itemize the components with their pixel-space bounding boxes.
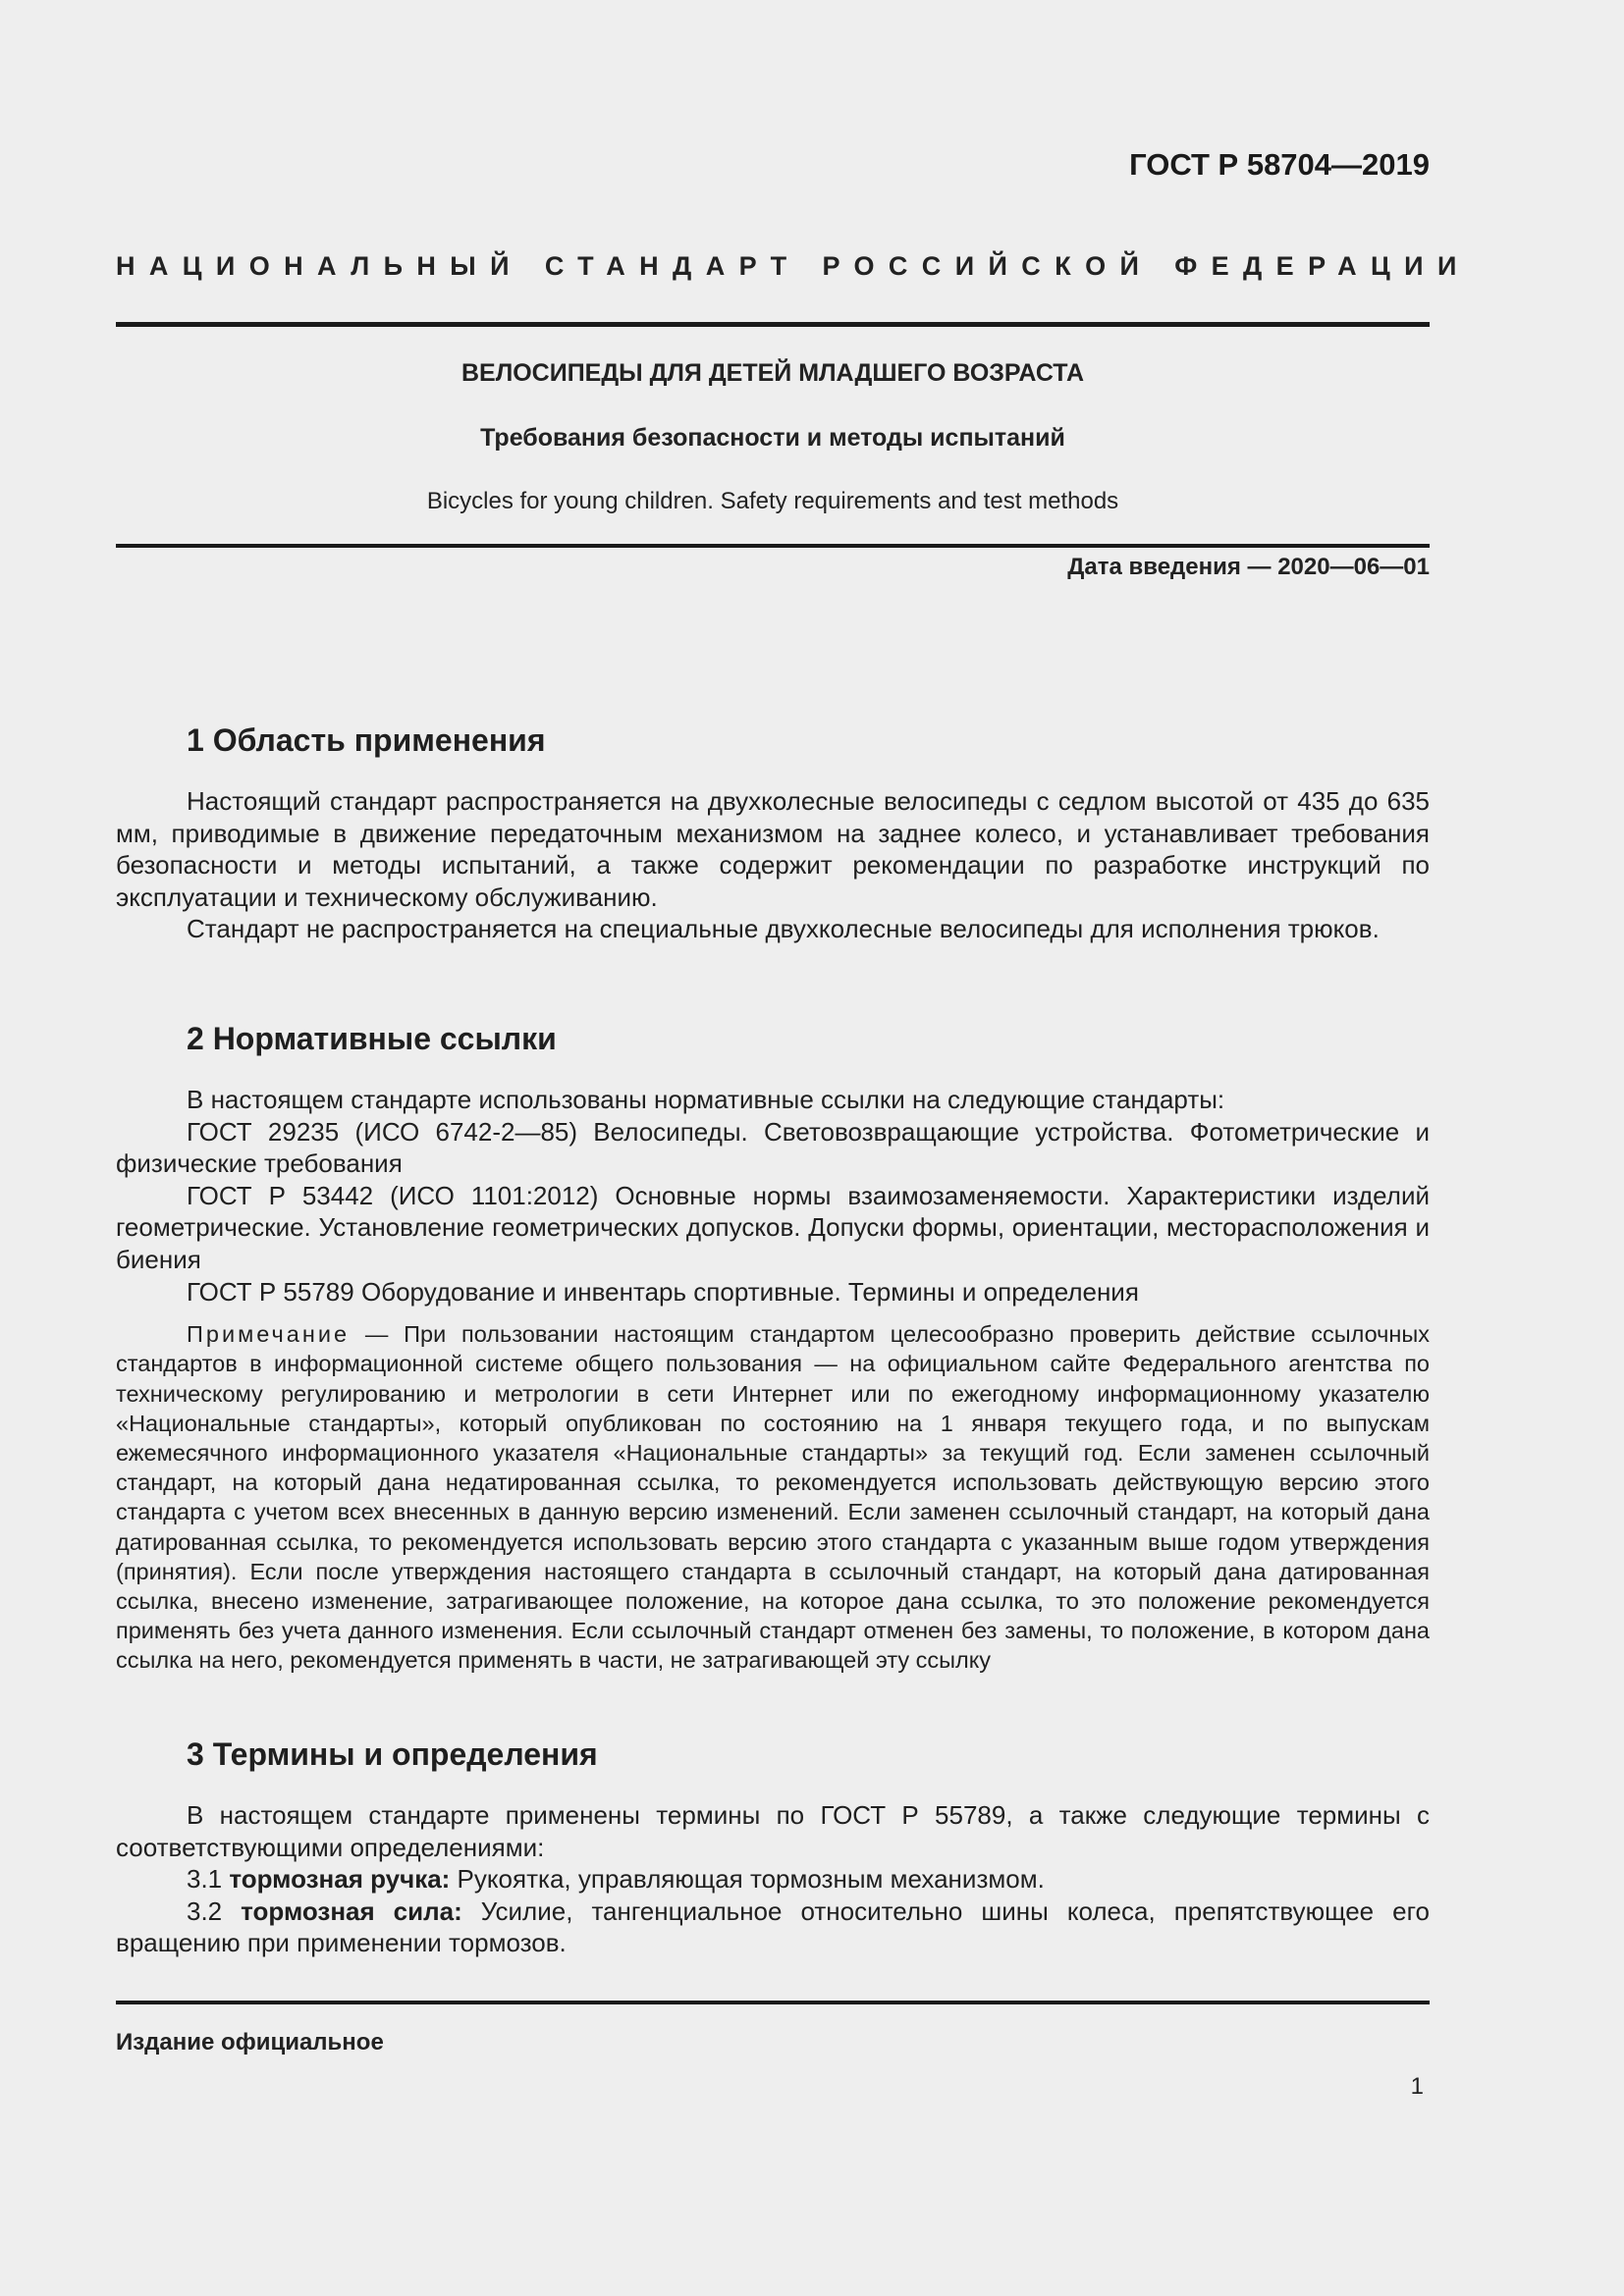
reference-item: ГОСТ Р 55789 Оборудование и инвентарь спортивные. Термины и определения — [187, 1276, 1139, 1307]
term-name: тормозная ручка: — [229, 1864, 451, 1895]
document-title: ВЕЛОСИПЕДЫ ДЛЯ ДЕТЕЙ МЛАДШЕГО ВОЗРАСТА — [460, 359, 1085, 387]
header-rule-bottom — [116, 544, 1430, 548]
national-standard-banner: НАЦИОНАЛЬНЫЙ СТАНДАРТ РОССИЙСКОЙ ФЕДЕРАЦИИ — [116, 251, 1471, 281]
term-text: Рукоятка, управляющая тормозным механизмом. — [450, 1864, 1045, 1895]
paragraph: Настоящий стандарт распространяется на двухколесные велосипеды с седлом высотой от 435 до 635 мм, приводимые в движение передаточным механизмом на заднее колесо, и устанавливает требования безопасности и методы испытаний, а также содержит рекомендации по разработке инструкций по эксплуатации и техническому обслуживанию. — [116, 786, 1430, 912]
page-number: 1 — [1410, 2073, 1424, 2100]
header-rule-top — [116, 322, 1430, 327]
standard-code: ГОСТ Р 58704—2019 — [1129, 147, 1430, 182]
paragraph: В настоящем стандарте применены термины по ГОСТ Р 55789, а также следующие термины с соответствующими определениями: — [116, 1800, 1430, 1862]
section-heading: 3 Термины и определения — [187, 1736, 598, 1772]
section-terms-definitions — [116, 1735, 1430, 1959]
section-scope — [116, 721, 1430, 945]
introduction-date: Дата введения — 2020—06—01 — [1067, 554, 1430, 580]
note-text: — При пользовании настоящим стандартом целесообразно проверить действие ссылочных стандартов в информационной системе общего пользования — на официальном сайте Федерального агентства по техническому регулированию и метрологии в сети Интернет или по ежегодному информационному указателю «Национальные стандарты», который опубликован по состоянию на 1 января текущего года, и по выпускам ежемесячного информационного указателя «Национальные стандарты» за текущий год. Если заменен ссылочный стандарт, на который дана недатированная ссылка, то рекомендуется использовать действующую версию этого стандарта с учетом всех внесенных в данную версию изменений. Если заменен ссылочный стандарт, на который дана датированная ссылка, то рекомендуется использовать версию этого стандарта с указанным выше годом утверждения (принятия). Если после утверждения настоящего стандарта в ссылочный стандарт, на который дана датированная ссылка, внесено изменение, затрагивающее положение, на которое дана ссылка, то это положение рекомендуется применять без учета данного изменения. Если ссылочный стандарт отменен без замены, то положение, в котором дана ссылка на него, рекомендуется применять в части, не затрагивающей эту ссылку — [116, 1321, 1430, 1674]
paragraph: В настоящем стандарте использованы нормативные ссылки на следующие стандарты: — [187, 1085, 1225, 1114]
section-normative-references — [116, 1019, 1430, 1676]
term-name: тормозная сила: — [241, 1896, 462, 1926]
document-subtitle: Требования безопасности и методы испытаний — [480, 424, 1065, 452]
note-label: Примечание — [187, 1321, 351, 1348]
reference-item: ГОСТ 29235 (ИСО 6742-2—85) Велосипеды. Световозвращающие устройства. Фотометрические и физические требования — [116, 1116, 1430, 1179]
paragraph: Стандарт не распространяется на специальные двухколесные велосипеды для исполнения трюков. — [187, 914, 1380, 944]
section-heading: 1 Область применения — [187, 722, 546, 758]
term-number: 3.2 — [187, 1896, 242, 1926]
term-definition — [116, 1896, 1430, 1959]
document-page — [116, 0, 1471, 2296]
section-heading: 2 Нормативные ссылки — [187, 1021, 557, 1056]
footer-rule — [116, 2001, 1430, 2004]
term-definition — [116, 1863, 1430, 1896]
official-edition-label: Издание официальное — [116, 2029, 384, 2056]
term-text: Усилие, тангенциальное относительно шины колеса, препятствующее его вращению при применении тормозов. — [116, 1896, 1430, 1958]
reference-item: ГОСТ Р 53442 (ИСО 1101:2012) Основные нормы взаимозаменяемости. Характеристики изделий геометрические. Установление геометрических допусков. Допуски формы, ориентации, месторасположения и биения — [116, 1180, 1430, 1274]
note-paragraph — [116, 1319, 1430, 1675]
document-title-english: Bicycles for young children. Safety requirements and test methods — [426, 488, 1119, 514]
term-number: 3.1 — [187, 1864, 230, 1895]
